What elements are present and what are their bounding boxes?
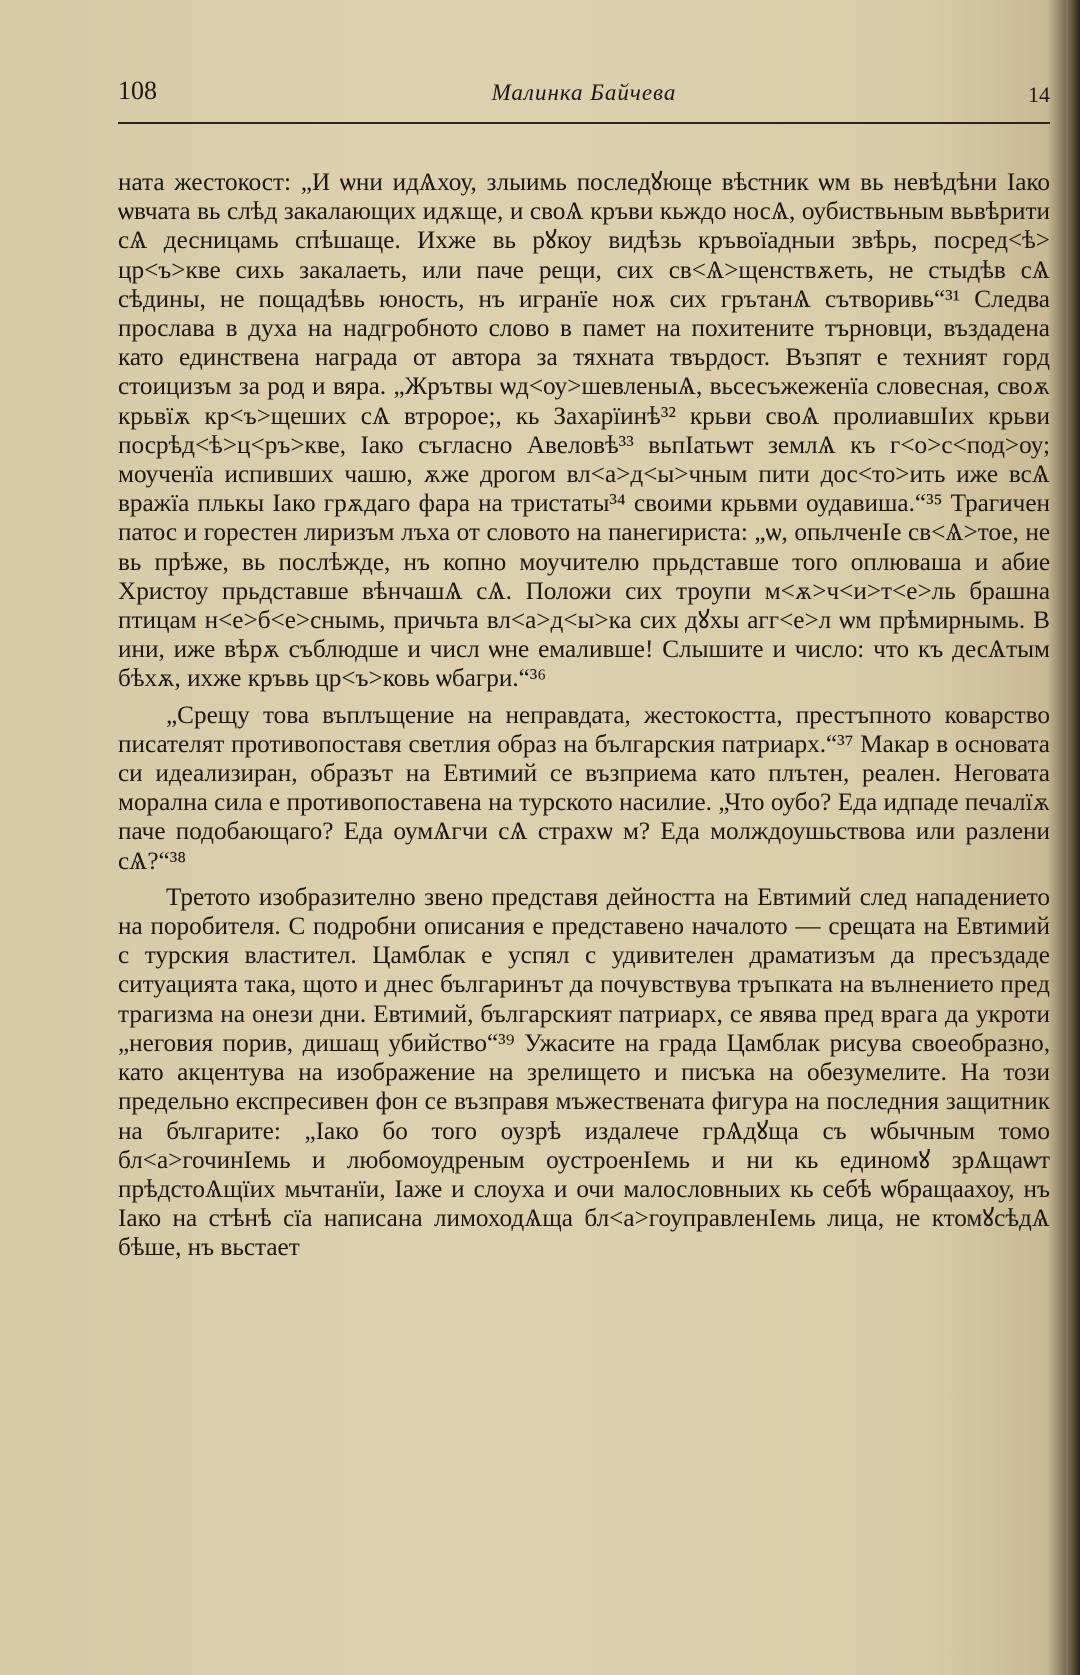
paragraph-2: „Срещу това въплъщение на неправдата, жестокостта, престъпното коварство писателят противопоставя светлия образ на българския патриарх.“³⁷ Макар в основата си идеализиран, образът на Евтимий се възприема като плътен, реален. Неговата морална сила е противопоставена на турското насилие. „Что оубо? Еда идпаде печалїѫ паче подобающаго? Еда оумѦгчи сѦ страхѡ м? Еда молждоушьствова или разлени сѦ?“³⁸ [118,701,1050,875]
paragraph-3: Третото изобразително звено представя дейността на Евтимий след нападението на поробителя. С подробни описания е представено началото — срещата на Евтимий с турския властител. Цамблак е успял с удивителен драматизъм да пресъздаде ситуацията така, щото и днес българинът да почувствува тръпката на вълнението пред трагизма на онези дни. Евтимий, българският патриарх, се явява пред врага да укроти „неговия порив, дишащ убийство“³⁹ Ужасите на града Цамблак рисува своеобразно, като акцентува на изображение на зрелището и писъка на обезумелите. На този предельно експресивен фон се възправя мъжествената фигура на последния защитник на българите: „Іако бо того оузрѣ издалече грѦдꙋща съ ѡбычным томо бл<а>гочинІемь и любомоудреным оустроенІемь и ни кь единомꙋ зрѦщаѡт прѣдстоѦщїих мьчтанїи, Іаже и слоуха и очи малословныих кь себѣ ѡбращаахоу, нъ Іако на стѣнѣ сїа написана лимоходѦща бл<а>гоуправленІемь лица, не ктомꙋсѣдѦ бѣше, нъ вьстает [118,883,1050,1262]
book-spine-shadow [1066,0,1080,1675]
running-title: Малинка Байчева [491,80,677,105]
body-text [118,168,1050,1263]
paragraph-1: ната жестокост: „И ѡни идѦхоу, злыимь последꙋюще вѣстник ѡм вь невѣдѣни Іако ѡвчата вь слѣд закалающих идѫще, и своѦ кръви кьждо носѦ, оубиствьным вьвѣрити сѦ десницамь спѣшаще. Ихже вь рꙋкоу видѣзь кръвоїадныи звѣрь, посред<ѣ> цр<ъ>кве сихь закалаеть, или паче рещи, сих св<Ѧ>щенствѫеть, не стыдѣв сѦ сѣдины, не пощадѣвь юность, нъ игранїе ноѫ сих грътанѦ сътворивь“³¹ Следва прослава в духа на надгробното слово в памет на похитените търновци, въздадена като единствена награда от автора за тяхната твърдост. Възпят е техният горд стоицизъм за род и вяра. „Жрътвы ѡд<оу>шевленыѦ, вьсесъжеженїа словесная, своѫ крьвїѫ кр<ъ>щеших сѦ втророе;, кь Захарїинѣ³² крьви своѦ пролиавшІих крьви посрѣд<ѣ>ц<ръ>кве, Іако съгласно Авеловѣ³³ вьпІатьѡт землѦ къ г<о>с<под>оу; моученїа испивших чашю, ѫже дрогом вл<а>д<ы>чным пити дос<то>ить иже всѦ вражїа плькы Іако грѫдаго фара на тристаты³⁴ своими крьвми оудавиша.“³⁵ Трагичен патос и горестен лиризъм лъха от словото на панегириста: „ѡ, опьлченІе св<Ѧ>тое, не вь прѣже, вь послѣжде, нъ копно моучителю прьдставше того оплюваша и абие Христоу прьдставше вѣнчашѦ сѦ. Положи сих троупи м<ѫ>ч<и>т<е>ль брашна птицам н<е>б<е>снымь, причьта вл<а>д<ы>ка сих дꙋхы агг<е>л ѡм прѣмирнымь. В ини, иже вѣрѫ съблюдше и числ ѡне емаливше! Слышите и число: что къ десѦтым бѣхѫ, ихже кръвь цр<ъ>ковь ѡбагри.“³⁶ [118,169,1050,693]
header-rule [118,122,1050,124]
page-number: 108 [118,76,157,105]
page-header [118,76,1050,116]
section-number: 14 [1028,82,1050,107]
